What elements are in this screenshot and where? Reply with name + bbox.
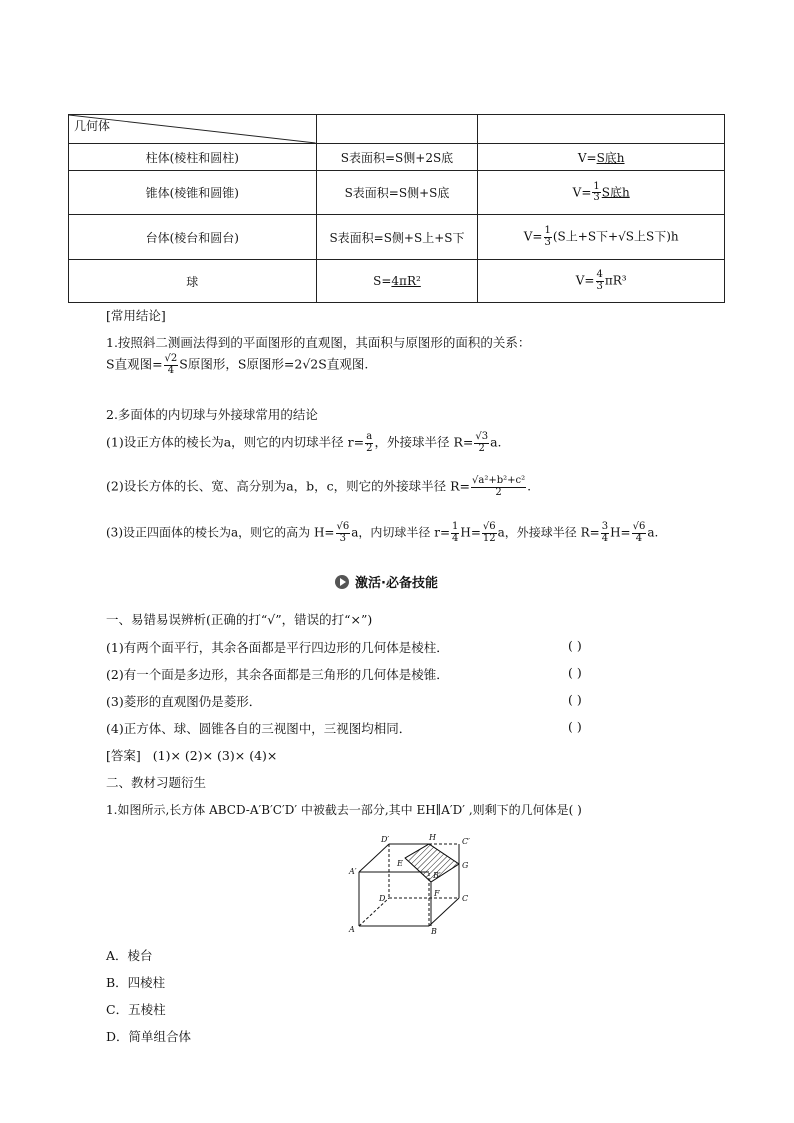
- section-title: 激活·必备技能: [355, 576, 438, 591]
- formula-text: H=: [610, 525, 631, 540]
- volume-prefix: V=: [523, 229, 543, 244]
- denominator: 2: [478, 442, 485, 454]
- row-volume: [478, 260, 725, 303]
- section-heading: [335, 572, 438, 591]
- numerator: 1: [452, 521, 459, 532]
- answer-blank-4[interactable]: ( ): [568, 719, 582, 734]
- numerator: 4: [596, 269, 603, 280]
- label-c-prime: C′: [462, 837, 470, 846]
- numerator: 1: [544, 225, 551, 236]
- surface-prefix: S=: [373, 274, 392, 288]
- cuboid-diagram: [345, 828, 475, 938]
- part2-title: 二、教材习题衍生: [106, 775, 207, 790]
- denominator: 3: [593, 192, 600, 203]
- part1-title: 一、易错易误辨析(正确的打“√”，错误的打“×”): [106, 612, 373, 627]
- table-row: [69, 171, 725, 215]
- denominator: 4: [635, 532, 643, 544]
- label-h: H: [429, 833, 436, 842]
- conclusions-title: [常用结论]: [106, 308, 166, 323]
- fraction: [482, 522, 497, 544]
- formula-text: .: [527, 478, 532, 494]
- row-name: 柱体(棱柱和圆柱): [69, 144, 317, 171]
- fraction: [596, 270, 604, 292]
- judge-item-4: (4)正方体、球、圆锥各自的三视图中，三视图均相同．: [106, 721, 412, 736]
- label-b-prime: B′: [433, 871, 441, 880]
- numerator: 1: [593, 180, 600, 192]
- label-g: G: [462, 861, 469, 870]
- volume-prefix: V=: [577, 150, 597, 165]
- numerator: √6: [336, 521, 350, 532]
- label-d: D: [379, 894, 386, 903]
- label-b: B: [431, 927, 437, 936]
- numerator: √2: [164, 353, 178, 364]
- formula-text: S直观图=: [106, 356, 163, 372]
- answer-text: (1)× (2)× (3)× (4)×: [152, 748, 278, 763]
- formula-text: a.: [647, 525, 659, 540]
- table-row: [69, 260, 725, 303]
- formula-text: a，内切球半径 r=: [351, 525, 450, 540]
- formula-text: a.: [490, 434, 502, 450]
- row-surface: S表面积=S侧+S上+S下: [316, 215, 478, 260]
- conclusion-1-formula: [106, 354, 368, 376]
- row-volume: [478, 215, 725, 260]
- numerator: √6: [632, 521, 646, 532]
- row-name: 台体(棱台和圆台): [69, 215, 317, 260]
- row-surface: S表面积=S侧+S底: [316, 171, 478, 215]
- formula-text: ，外接球半径 R=: [374, 434, 474, 450]
- label-a: A: [349, 925, 355, 934]
- formula-text: S原图形，S原图形=2√2S直观图.: [179, 356, 369, 372]
- play-icon: [335, 575, 349, 589]
- formula-text: H=: [460, 525, 481, 540]
- row-surface: S表面积=S侧+2S底: [316, 144, 478, 171]
- fraction: [544, 226, 552, 248]
- fraction: [336, 522, 351, 544]
- numerator: a: [366, 431, 373, 442]
- numerator: 3: [601, 521, 609, 532]
- fraction: [474, 432, 489, 454]
- label-d-prime: D′: [381, 835, 390, 844]
- denominator: 3: [544, 236, 551, 248]
- judge-item-1: (1)有两个面平行，其余各面都是平行四边形的几何体是棱柱．: [106, 640, 449, 655]
- denominator: 4: [452, 532, 459, 544]
- fraction: [601, 522, 609, 544]
- denominator: 4: [167, 364, 175, 376]
- table-header-row: [69, 115, 725, 144]
- option-d[interactable]: D．简单组合体: [106, 1029, 192, 1044]
- volume-blank: S底h: [601, 185, 630, 199]
- table-row: [69, 144, 725, 171]
- surface-blank: 4πR²: [391, 274, 421, 288]
- judge-item-3: (3)菱形的直观图仍是菱形．: [106, 694, 262, 709]
- row-volume: [478, 144, 725, 171]
- answer-line: [106, 746, 277, 764]
- row-name: 锥体(棱锥和圆锥): [69, 171, 317, 215]
- judge-item-2: (2)有一个面是多边形，其余各面都是三角形的几何体是棱锥．: [106, 667, 449, 682]
- question-1: 1.如图所示,长方体 ABCD-A′B′C′D′ 中被截去一部分,其中 EH∥A′D′ ,则剩下的几何体是( ): [106, 803, 582, 817]
- formula-table: [68, 114, 725, 303]
- formula-text: a，外接球半径 R=: [497, 525, 600, 540]
- table-header-volume: [478, 115, 725, 144]
- volume-rest: (S上+S下+√S上S下)h: [552, 229, 679, 244]
- row-name: 球: [69, 260, 317, 303]
- conclusion-2-sub1: [106, 432, 502, 454]
- formula-text: (3)设正四面体的棱长为a，则它的高为 H=: [106, 525, 335, 540]
- conclusion-2-sub2: [106, 476, 531, 498]
- volume-blank: S底h: [596, 150, 625, 165]
- denominator: 3: [339, 532, 347, 544]
- volume-prefix: V=: [575, 273, 595, 288]
- conclusion-2: 2.多面体的内切球与外接球常用的结论: [106, 407, 318, 422]
- numerator: √3: [475, 431, 489, 442]
- label-a-prime: A′: [349, 867, 357, 876]
- numerator: √a²+b²+c²: [472, 475, 526, 486]
- row-volume: [478, 171, 725, 215]
- table-row: [69, 215, 725, 260]
- option-c[interactable]: C．五棱柱: [106, 1002, 166, 1017]
- cuboid-figure: [345, 828, 475, 938]
- numerator: √6: [482, 521, 496, 532]
- option-a[interactable]: A．棱台: [106, 948, 153, 963]
- formula-text: (1)设正方体的棱长为a，则它的内切球半径 r=: [106, 434, 365, 450]
- volume-rest: πR³: [604, 273, 627, 288]
- denominator: 2: [495, 486, 502, 498]
- label-e: E: [397, 859, 403, 868]
- volume-prefix: V=: [572, 185, 592, 199]
- table-header-surface: [316, 115, 478, 144]
- row-surface: [316, 260, 478, 303]
- fraction: [592, 182, 600, 204]
- formula-text: (2)设长方体的长、宽、高分别为a，b，c，则它的外接球半径 R=: [106, 478, 471, 494]
- label-c: C: [462, 894, 469, 903]
- answer-blank-3[interactable]: ( ): [568, 692, 582, 707]
- fraction: [632, 522, 647, 544]
- denominator: 12: [482, 532, 496, 544]
- fraction: [164, 354, 179, 376]
- answer-label: [答案]: [106, 748, 141, 763]
- conclusion-2-sub3: [106, 522, 658, 544]
- answer-blank-2[interactable]: ( ): [568, 665, 582, 680]
- denominator: 4: [601, 532, 609, 544]
- denominator: 2: [366, 442, 373, 454]
- corner-label: 几何体: [74, 119, 111, 133]
- fraction: [471, 476, 526, 498]
- fraction: [365, 432, 373, 454]
- option-b[interactable]: B．四棱柱: [106, 975, 166, 990]
- label-f: F: [434, 889, 440, 898]
- fraction: [451, 522, 459, 544]
- denominator: 3: [596, 280, 603, 292]
- conclusion-1: 1.按照斜二测画法得到的平面图形的直观图，其面积与原图形的面积的关系：: [106, 335, 531, 350]
- table-corner-cell: [69, 115, 317, 144]
- answer-blank-1[interactable]: ( ): [568, 638, 582, 653]
